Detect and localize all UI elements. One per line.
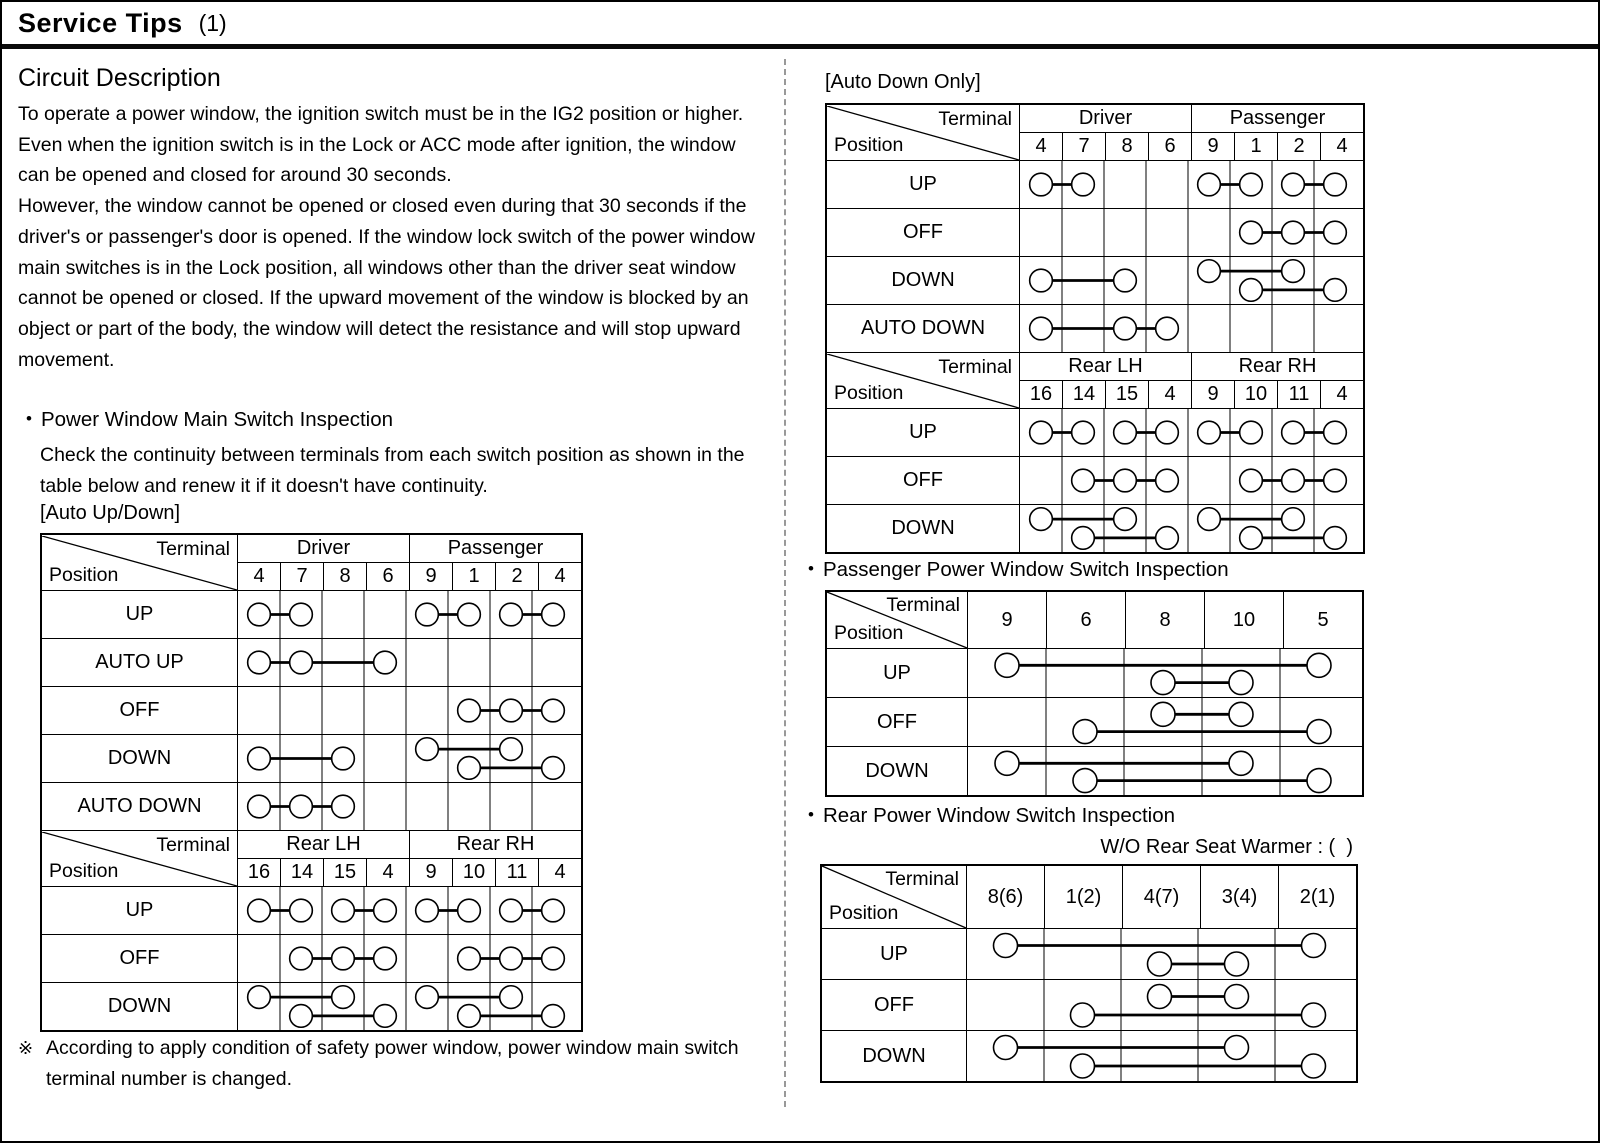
intro-paragraph: To operate a power window, the ignition switch must be in the IG2 position or higher. Even when the ignition switch is in the Lock or ACC mode after ignition, the window can be opened and closed for around 30 seconds. xyxy=(18,103,744,187)
terminal-position-header-cell xyxy=(826,591,968,649)
continuity-terminal-circle xyxy=(1156,421,1179,444)
terminal-number: 1 xyxy=(453,563,496,591)
continuity-terminal-circle xyxy=(1114,269,1137,292)
continuity-terminal-circle xyxy=(1151,671,1175,695)
continuity-terminal-circle xyxy=(290,651,313,674)
continuity-terminal-circle xyxy=(1148,985,1172,1009)
continuity-terminal-circle xyxy=(1114,421,1137,444)
continuity-cell xyxy=(1020,257,1365,305)
rear-switch-inspection-label: Rear Power Window Switch Inspection xyxy=(822,804,1176,827)
continuity-terminal-circle xyxy=(994,934,1018,958)
continuity-terminal-circle xyxy=(1324,421,1347,444)
continuity-terminal-circle xyxy=(1071,1003,1095,1027)
continuity-diagram xyxy=(968,698,1358,746)
continuity-diagram xyxy=(238,935,574,982)
terminal-number: 14 xyxy=(281,859,324,887)
terminal-number: 15 xyxy=(1106,381,1149,409)
continuity-terminal-circle xyxy=(994,1036,1018,1060)
continuity-terminal-circle xyxy=(1225,952,1249,976)
auto-up-down-continuity-table xyxy=(40,533,583,1032)
continuity-terminal-circle xyxy=(1229,671,1253,695)
reference-mark-icon: ※ xyxy=(18,1038,34,1058)
continuity-table xyxy=(825,590,1364,797)
terminal-number: 8 xyxy=(1106,133,1149,161)
terminal-number: 1 xyxy=(1235,133,1278,161)
position-label: DOWN xyxy=(41,983,238,1032)
terminal-number: 10 xyxy=(1235,381,1278,409)
terminal-number: 15 xyxy=(324,859,367,887)
terminal-number: 4 xyxy=(238,563,281,591)
position-header-label: Position xyxy=(49,563,119,586)
continuity-cell xyxy=(968,649,1364,698)
footnote-text: According to apply condition of safety power window, power window main switch terminal number is changed. xyxy=(46,1037,739,1090)
terminal-number: 1(2) xyxy=(1045,865,1123,929)
continuity-terminal-circle xyxy=(1198,260,1221,283)
continuity-diagram xyxy=(967,980,1352,1030)
continuity-terminal-circle xyxy=(248,651,271,674)
continuity-terminal-circle xyxy=(1072,421,1095,444)
continuity-terminal-circle xyxy=(290,899,313,922)
position-label: OFF xyxy=(826,457,1020,505)
position-label: UP xyxy=(41,887,238,935)
continuity-terminal-circle xyxy=(542,603,565,626)
continuity-terminal-circle xyxy=(1030,421,1053,444)
continuity-terminal-circle xyxy=(416,986,439,1009)
continuity-terminal-circle xyxy=(995,751,1019,775)
rear-switch-inspection-heading xyxy=(808,804,1175,828)
terminal-number: 16 xyxy=(238,859,281,887)
continuity-terminal-circle xyxy=(1072,527,1095,550)
terminal-number: 4 xyxy=(539,563,583,591)
continuity-terminal-circle xyxy=(1282,173,1305,196)
continuity-terminal-circle xyxy=(542,757,565,780)
continuity-terminal-circle xyxy=(1240,421,1263,444)
terminal-header-label: Terminal xyxy=(156,537,230,560)
continuity-diagram xyxy=(1020,209,1356,256)
continuity-cell xyxy=(238,935,583,983)
continuity-diagram xyxy=(1020,257,1356,304)
terminal-number: 8 xyxy=(324,563,367,591)
terminal-header-label: Terminal xyxy=(886,594,960,616)
continuity-terminal-circle xyxy=(1282,469,1305,492)
terminal-number: 10 xyxy=(453,859,496,887)
continuity-diagram xyxy=(238,639,574,686)
terminal-position-header-cell xyxy=(41,831,238,887)
position-label: OFF xyxy=(826,209,1020,257)
continuity-terminal-circle xyxy=(542,899,565,922)
terminal-group-label: Passenger xyxy=(410,534,583,563)
continuity-terminal-circle xyxy=(458,1005,481,1028)
terminal-number: 4 xyxy=(539,859,583,887)
continuity-cell xyxy=(1020,505,1365,554)
continuity-terminal-circle xyxy=(332,795,355,818)
rear-seat-warmer-note: W/O Rear Seat Warmer : ( ) xyxy=(1100,836,1353,858)
continuity-terminal-circle xyxy=(1324,173,1347,196)
continuity-terminal-circle xyxy=(1302,1003,1326,1027)
continuity-terminal-circle xyxy=(1324,469,1347,492)
bullet-icon: • xyxy=(808,559,814,578)
continuity-terminal-circle xyxy=(1225,1036,1249,1060)
continuity-terminal-circle xyxy=(1324,221,1347,244)
continuity-terminal-circle xyxy=(374,651,397,674)
continuity-terminal-circle xyxy=(1307,720,1331,744)
continuity-table xyxy=(825,103,1365,554)
continuity-terminal-circle xyxy=(1240,221,1263,244)
terminal-number: 4 xyxy=(1020,133,1063,161)
continuity-terminal-circle xyxy=(1229,702,1253,726)
position-label: AUTO DOWN xyxy=(826,305,1020,353)
continuity-terminal-circle xyxy=(542,947,565,970)
terminal-header-label: Terminal xyxy=(156,833,230,856)
terminal-group-label: Driver xyxy=(1020,104,1192,133)
passenger-switch-inspection-heading xyxy=(808,558,1229,582)
continuity-terminal-circle xyxy=(374,947,397,970)
terminal-number: 9 xyxy=(410,563,453,591)
main-switch-inspection-heading xyxy=(26,408,393,432)
position-label: OFF xyxy=(41,687,238,735)
continuity-cell xyxy=(238,783,583,831)
continuity-diagram xyxy=(238,735,574,782)
continuity-terminal-circle xyxy=(1324,279,1347,302)
continuity-terminal-circle xyxy=(248,603,271,626)
terminal-number: 7 xyxy=(281,563,324,591)
position-label: DOWN xyxy=(826,505,1020,554)
position-header-label: Position xyxy=(834,381,904,404)
continuity-terminal-circle xyxy=(1030,173,1053,196)
continuity-cell xyxy=(1020,209,1365,257)
continuity-terminal-circle xyxy=(332,986,355,1009)
terminal-position-header-cell xyxy=(821,865,967,929)
continuity-terminal-circle xyxy=(374,899,397,922)
position-label: AUTO UP xyxy=(41,639,238,687)
continuity-terminal-circle xyxy=(500,699,523,722)
continuity-terminal-circle xyxy=(500,738,523,761)
terminal-number: 4(7) xyxy=(1123,865,1201,929)
continuity-cell xyxy=(238,687,583,735)
continuity-terminal-circle xyxy=(1072,469,1095,492)
continuity-terminal-circle xyxy=(995,653,1019,677)
continuity-diagram xyxy=(238,983,574,1030)
continuity-terminal-circle xyxy=(1282,221,1305,244)
continuity-terminal-circle xyxy=(332,747,355,770)
terminal-number: 11 xyxy=(1278,381,1321,409)
continuity-terminal-circle xyxy=(332,947,355,970)
position-header-label: Position xyxy=(834,622,904,644)
intro-paragraph: However, the window cannot be opened or closed even during that 30 seconds if the driver's or passenger's door is opened. If the window lock switch of the power window main switches is in the Lock position, all windows other than the driver seat window cannot be opened or closed. If the upward movement of the window is blocked by an object or part of the body, the window will detect the resistance and will stop upward movement. xyxy=(18,195,755,371)
continuity-terminal-circle xyxy=(248,795,271,818)
continuity-cell xyxy=(238,983,583,1032)
continuity-terminal-circle xyxy=(1282,508,1305,531)
page-title: Service Tips xyxy=(18,7,183,38)
continuity-diagram xyxy=(968,747,1358,795)
terminal-number: 4 xyxy=(1321,133,1365,161)
main-switch-inspection-body: Check the continuity between terminals from each switch position as shown in the table below and renew it if it doesn't have continuity. xyxy=(40,444,745,497)
position-label: UP xyxy=(826,409,1020,457)
footnote xyxy=(18,1033,780,1094)
position-label: DOWN xyxy=(826,257,1020,305)
position-label: UP xyxy=(826,161,1020,209)
continuity-diagram xyxy=(238,591,574,638)
continuity-diagram xyxy=(1020,409,1356,456)
terminal-header-label: Terminal xyxy=(938,355,1012,378)
position-header-label: Position xyxy=(834,133,904,156)
circuit-description-heading: Circuit Description xyxy=(18,64,221,92)
terminal-group-label: Rear LH xyxy=(1020,353,1192,381)
continuity-terminal-circle xyxy=(1148,952,1172,976)
terminal-number: 9 xyxy=(1192,133,1235,161)
continuity-terminal-circle xyxy=(1151,702,1175,726)
continuity-diagram xyxy=(1020,457,1356,504)
position-label: UP xyxy=(821,929,967,980)
continuity-terminal-circle xyxy=(416,603,439,626)
continuity-terminal-circle xyxy=(1072,173,1095,196)
continuity-terminal-circle xyxy=(458,899,481,922)
continuity-terminal-circle xyxy=(416,738,439,761)
page-title-bar xyxy=(2,2,1598,49)
position-label: DOWN xyxy=(826,747,968,797)
continuity-cell xyxy=(1020,161,1365,209)
continuity-terminal-circle xyxy=(1156,317,1179,340)
continuity-diagram xyxy=(238,887,574,934)
terminal-number: 3(4) xyxy=(1201,865,1279,929)
terminal-group-label: Rear RH xyxy=(1192,353,1365,381)
continuity-terminal-circle xyxy=(1307,653,1331,677)
continuity-terminal-circle xyxy=(248,986,271,1009)
rear-switch-continuity-table xyxy=(820,864,1358,1083)
continuity-terminal-circle xyxy=(458,947,481,970)
continuity-diagram xyxy=(967,929,1352,979)
continuity-terminal-circle xyxy=(542,699,565,722)
continuity-terminal-circle xyxy=(1240,173,1263,196)
position-label: OFF xyxy=(41,935,238,983)
position-label: UP xyxy=(826,649,968,698)
terminal-header-label: Terminal xyxy=(885,868,959,890)
terminal-number: 10 xyxy=(1205,591,1284,649)
continuity-terminal-circle xyxy=(1282,260,1305,283)
terminal-position-header-cell xyxy=(826,104,1020,161)
continuity-terminal-circle xyxy=(332,899,355,922)
continuity-cell xyxy=(238,735,583,783)
continuity-cell xyxy=(1020,457,1365,505)
terminal-number: 6 xyxy=(1047,591,1126,649)
continuity-terminal-circle xyxy=(1240,279,1263,302)
continuity-terminal-circle xyxy=(1198,508,1221,531)
continuity-terminal-circle xyxy=(374,1005,397,1028)
terminal-number: 4 xyxy=(1149,381,1192,409)
terminal-number: 7 xyxy=(1063,133,1106,161)
continuity-cell xyxy=(238,887,583,935)
terminal-number: 6 xyxy=(1149,133,1192,161)
continuity-terminal-circle xyxy=(1302,934,1326,958)
terminal-number: 9 xyxy=(1192,381,1235,409)
position-label: DOWN xyxy=(821,1031,967,1083)
continuity-terminal-circle xyxy=(500,947,523,970)
terminal-number: 4 xyxy=(1321,381,1365,409)
terminal-number: 9 xyxy=(968,591,1047,649)
terminal-number: 8 xyxy=(1126,591,1205,649)
continuity-diagram xyxy=(967,1031,1352,1081)
terminal-position-header-cell xyxy=(41,534,238,591)
continuity-table xyxy=(40,533,583,1032)
continuity-terminal-circle xyxy=(248,899,271,922)
continuity-terminal-circle xyxy=(458,699,481,722)
continuity-terminal-circle xyxy=(1324,527,1347,550)
continuity-diagram xyxy=(238,687,574,734)
position-label: UP xyxy=(41,591,238,639)
continuity-terminal-circle xyxy=(1198,173,1221,196)
continuity-diagram xyxy=(968,649,1358,697)
continuity-terminal-circle xyxy=(1071,1054,1095,1078)
continuity-terminal-circle xyxy=(458,757,481,780)
position-label: OFF xyxy=(826,698,968,747)
circuit-description-text xyxy=(18,99,772,375)
position-label: OFF xyxy=(821,980,967,1031)
terminal-number: 4 xyxy=(367,859,410,887)
position-header-label: Position xyxy=(829,902,899,924)
passenger-switch-inspection-label: Passenger Power Window Switch Inspection xyxy=(822,558,1229,581)
continuity-terminal-circle xyxy=(248,747,271,770)
continuity-terminal-circle xyxy=(500,603,523,626)
continuity-cell xyxy=(967,1031,1358,1083)
continuity-terminal-circle xyxy=(500,899,523,922)
continuity-terminal-circle xyxy=(458,603,481,626)
continuity-terminal-circle xyxy=(1073,720,1097,744)
continuity-terminal-circle xyxy=(1030,269,1053,292)
column-divider xyxy=(784,59,786,1107)
terminal-number: 2 xyxy=(496,563,539,591)
position-label: DOWN xyxy=(41,735,238,783)
continuity-terminal-circle xyxy=(1073,769,1097,793)
continuity-terminal-circle xyxy=(1156,469,1179,492)
continuity-terminal-circle xyxy=(542,1005,565,1028)
terminal-group-label: Rear LH xyxy=(238,831,410,859)
terminal-number: 8(6) xyxy=(967,865,1045,929)
continuity-terminal-circle xyxy=(500,986,523,1009)
continuity-diagram xyxy=(1020,161,1356,208)
auto-down-only-continuity-table xyxy=(825,103,1365,554)
continuity-terminal-circle xyxy=(1302,1054,1326,1078)
continuity-terminal-circle xyxy=(1198,421,1221,444)
continuity-diagram xyxy=(238,783,574,830)
continuity-cell xyxy=(968,698,1364,747)
terminal-number: 9 xyxy=(410,859,453,887)
continuity-diagram xyxy=(1020,305,1356,352)
page-title-number: (1) xyxy=(198,9,227,36)
terminal-number: 16 xyxy=(1020,381,1063,409)
continuity-cell xyxy=(1020,409,1365,457)
main-switch-inspection-label: Power Window Main Switch Inspection xyxy=(40,408,394,431)
bullet-icon: • xyxy=(26,409,32,428)
continuity-terminal-circle xyxy=(1114,469,1137,492)
continuity-terminal-circle xyxy=(1225,985,1249,1009)
continuity-terminal-circle xyxy=(1030,508,1053,531)
terminal-number: 5 xyxy=(1284,591,1364,649)
continuity-terminal-circle xyxy=(1114,508,1137,531)
continuity-terminal-circle xyxy=(290,603,313,626)
terminal-number: 11 xyxy=(496,859,539,887)
continuity-cell xyxy=(1020,305,1365,353)
continuity-terminal-circle xyxy=(290,1005,313,1028)
continuity-terminal-circle xyxy=(1114,317,1137,340)
terminal-header-label: Terminal xyxy=(938,107,1012,130)
continuity-terminal-circle xyxy=(290,795,313,818)
continuity-terminal-circle xyxy=(1282,421,1305,444)
terminal-group-label: Rear RH xyxy=(410,831,583,859)
terminal-group-label: Driver xyxy=(238,534,410,563)
auto-down-only-tag: [Auto Down Only] xyxy=(825,71,981,93)
position-header-label: Position xyxy=(49,859,119,882)
continuity-terminal-circle xyxy=(1240,469,1263,492)
continuity-terminal-circle xyxy=(1240,527,1263,550)
continuity-cell xyxy=(968,747,1364,797)
continuity-terminal-circle xyxy=(1030,317,1053,340)
position-label: AUTO DOWN xyxy=(41,783,238,831)
terminal-group-label: Passenger xyxy=(1192,104,1365,133)
continuity-table xyxy=(820,864,1358,1083)
continuity-cell xyxy=(238,591,583,639)
continuity-terminal-circle xyxy=(416,899,439,922)
continuity-terminal-circle xyxy=(1229,751,1253,775)
continuity-terminal-circle xyxy=(1307,769,1331,793)
continuity-cell xyxy=(967,929,1358,980)
auto-up-down-tag: [Auto Up/Down] xyxy=(40,502,181,524)
continuity-diagram xyxy=(1020,505,1356,552)
terminal-number: 6 xyxy=(367,563,410,591)
bullet-icon: • xyxy=(808,805,814,824)
continuity-cell xyxy=(238,639,583,687)
terminal-number: 2(1) xyxy=(1279,865,1358,929)
terminal-number: 14 xyxy=(1063,381,1106,409)
terminal-number: 2 xyxy=(1278,133,1321,161)
continuity-terminal-circle xyxy=(1156,527,1179,550)
passenger-switch-continuity-table xyxy=(825,590,1364,797)
terminal-position-header-cell xyxy=(826,353,1020,409)
continuity-cell xyxy=(967,980,1358,1031)
continuity-terminal-circle xyxy=(290,947,313,970)
